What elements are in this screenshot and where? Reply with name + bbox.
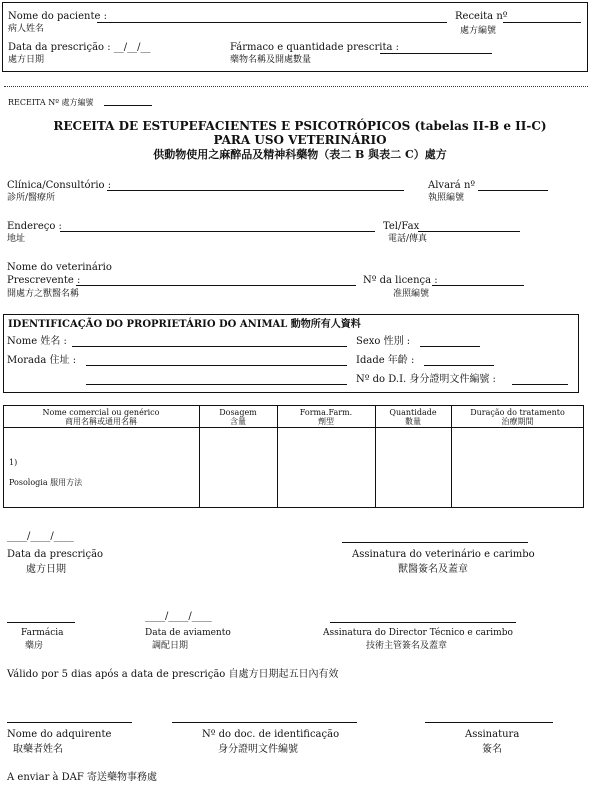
tel-label: Tel/Fax [383,221,420,232]
col-header-duration-pt: Duração do tratamento [470,408,565,417]
drug-quantity-zh: 藥物名稱及開處數量 [230,55,312,65]
prescription-date-label: Data da prescrição : __/__/__ [8,42,151,53]
form-title-zh: 供動物使用之麻醉品及精神科藥物（表二 B 與表二 C）處方 [153,148,447,161]
receita-number-label: Receita nº [455,11,508,22]
clinic-zh: 診所/醫療所 [7,193,56,203]
address-field[interactable] [60,231,375,232]
col-header-duration-zh: 治療期間 [501,417,534,426]
col-header-duration [451,408,584,426]
form-title: RECEITA DE ESTUPEFACIENTES E PSICOTRÓPICOS (tabelas II-B e II-C) [53,119,547,133]
acquirer-signature-caption-zh: 簽名 [482,744,502,755]
col-header-dosage [199,408,277,426]
alvara-zh: 執照編號 [428,193,465,203]
acquirer-doc-caption: Nº do doc. de identificação [202,729,340,740]
table-header-divider [3,427,584,428]
acquirer-signature-caption: Assinatura [465,729,520,740]
license-label: Nº da licença : [363,275,438,286]
owner-id-field[interactable] [512,384,568,385]
acquirer-doc-field[interactable] [172,722,357,723]
vet-name-label: Nome do veterinário [7,262,112,273]
owner-heading: IDENTIFICAÇÃO DO PROPRIETÁRIO DO ANIMAL 動物所有人資料 [8,319,361,330]
director-signature-caption-zh: 技術主管簽名及蓋章 [366,641,448,651]
col-header-quantity-zh: 數量 [405,417,421,426]
receita-line-field[interactable] [104,105,152,106]
patient-name-field[interactable] [97,22,447,23]
col-header-name [3,408,199,426]
col-header-form [277,408,375,426]
receita-number-zh: 處方編號 [460,26,497,36]
director-signature-field[interactable] [330,622,516,623]
dispense-date-caption: Data de aviamento [145,628,231,638]
footer-note: A enviar à DAF 寄送藥物事務處 [7,772,158,783]
col-header-form-pt: Forma.Farm. [299,408,353,417]
col-header-quantity-pt: Quantidade [389,408,437,417]
owner-name-field[interactable] [72,346,347,347]
vet-signature-caption: Assinatura do veterinário e carimbo [352,549,535,560]
col-header-dosage-pt: Dosagem [219,408,257,417]
col-header-name-pt: Nome comercial ou genérico [42,408,160,417]
vet-signature-caption-zh: 獸醫簽名及蓋章 [398,564,468,575]
director-signature-caption: Assinatura do Director Técnico e carimbo [323,628,513,638]
table-row-number: 1) [9,458,18,467]
acquirer-signature-field[interactable] [425,722,553,723]
pharmacy-field[interactable] [7,622,75,623]
patient-name-label: Nome do paciente : [8,11,107,22]
drug-quantity-label: Fármaco e quantidade prescrita : [230,42,400,53]
prescriber-label: Prescrevente : [7,275,81,286]
pharmacy-caption: Farmácia [21,628,64,638]
owner-address-label: Morada 住址 : [7,355,77,366]
clinic-label: Clínica/Consultório : [7,180,112,191]
pharmacy-caption-zh: 藥房 [25,641,44,651]
vet-signature-field[interactable] [342,542,528,543]
clinic-field[interactable] [107,190,404,191]
owner-address-field[interactable] [86,365,347,366]
tel-zh: 電話/傳真 [388,234,428,244]
alvara-field[interactable] [478,190,548,191]
validity-note: Válido por 5 dias após a data de prescrição 自處方日期起五日內有效 [7,669,339,680]
owner-name-label: Nome 姓名 : [7,336,67,347]
owner-age-label: Idade 年齡 : [356,355,415,366]
table-posology: Posologia 服用方法 [9,478,83,487]
acquirer-doc-caption-zh: 身分證明文件編號 [218,744,298,755]
col-header-quantity [375,408,451,426]
owner-age-field[interactable] [424,365,494,366]
address-label: Endereço : [7,221,62,232]
owner-address-field-2[interactable] [86,384,347,385]
cut-line [4,86,588,87]
license-zh: 准照編號 [393,289,430,299]
owner-id-label: Nº do D.I. 身分證明文件編號 : [356,374,496,385]
alvara-label: Alvará nº [428,180,476,191]
col-header-name-zh: 商用名稱或通用名稱 [65,417,137,426]
prescription-date-caption-zh: 處方日期 [26,564,66,575]
tel-field[interactable] [418,231,520,232]
form-subtitle: PARA USO VETERINÁRIO [213,133,387,147]
license-field[interactable] [432,285,524,286]
acquirer-name-caption-zh: 取藥者姓名 [13,744,63,755]
col-header-form-zh: 劑型 [318,417,334,426]
acquirer-name-caption: Nome do adquirente [7,729,112,740]
receita-number-field[interactable] [503,22,581,23]
acquirer-name-field[interactable] [7,722,132,723]
address-zh: 地址 [7,234,26,244]
owner-sex-label: Sexo 性別 : [356,336,411,347]
dispense-date-caption-zh: 調配日期 [152,641,189,651]
drug-quantity-field[interactable] [380,53,492,54]
patient-name-zh: 病人姓名 [8,24,45,34]
prescription-date-zh: 處方日期 [8,55,45,65]
prescriber-field[interactable] [76,285,356,286]
prescriber-zh: 開處方之獸醫名稱 [7,289,80,299]
dispense-date-blank[interactable]: ____/____/____ [145,611,212,622]
prescription-date-blank[interactable]: ____/____/____ [7,531,74,542]
receita-line-label: RECEITA Nº 處方編號 [8,98,94,107]
owner-sex-field[interactable] [420,346,480,347]
prescription-date-caption: Data da prescrição [7,549,104,560]
col-header-dosage-zh: 含量 [230,417,246,426]
